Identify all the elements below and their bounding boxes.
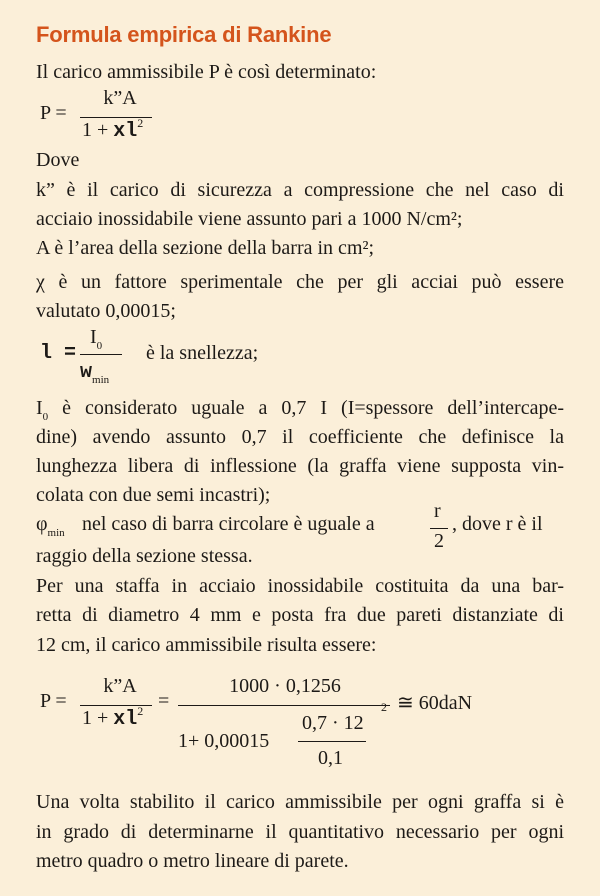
phi-def-line2: raggio della sezione stessa. — [36, 545, 253, 567]
chi-def-line2: valutato 0,00015; — [36, 300, 176, 322]
f2-inner-bar — [298, 741, 366, 742]
f2-den1-a: 1 + — [82, 707, 114, 729]
section-title: Formula empirica di Rankine — [36, 22, 332, 47]
f2-result: ≅ 60daN — [397, 692, 473, 714]
lambda-lhs: l = — [40, 342, 77, 365]
k-def-line2: acciaio inossidabile viene assunto pari a 1000 N/cm²; — [36, 208, 463, 230]
i0-text: è considerato uguale a 0,7 I (I=spessore dell’intercape- — [48, 397, 564, 419]
f2-den2-a: 1+ 0,00015 — [178, 730, 270, 752]
f2-equals: = — [158, 690, 170, 712]
conclusion-line3: metro quadro o metro lineare di parete. — [36, 850, 349, 872]
formula-denominator — [82, 116, 144, 143]
den-xl: xl — [113, 120, 138, 143]
den-w: w — [80, 361, 93, 384]
example-line3: 12 cm, il carico ammissibile risulta essere: — [36, 634, 377, 656]
intro-text: Il carico ammissibile P è così determinato: — [36, 61, 377, 83]
phi-frac-den: 2 — [434, 530, 444, 552]
i0-def-line3: lunghezza libera di inflessione (la graffa viene supposta vin- — [36, 455, 564, 477]
den-one-plus: 1 + — [82, 119, 114, 141]
den-exponent: 2 — [137, 116, 144, 130]
phi-symbol — [36, 513, 65, 539]
f2-lhs: P = — [40, 690, 67, 712]
i0-def-line2: dine) avendo assunto 0,7 il coefficiente che definisce la — [36, 426, 564, 448]
phi-sub: min — [47, 527, 65, 539]
formula-numerator: k”A — [103, 87, 137, 109]
i0-sub: 0 — [42, 411, 49, 423]
lambda-numerator — [90, 326, 103, 352]
f2-exp2: 2 — [381, 700, 387, 714]
a-def: A è l’area della sezione della barra in cm²; — [36, 237, 375, 259]
example-line1: Per una staffa in acciaio inossidabile costituita da una bar- — [36, 575, 564, 597]
i0-def-line1 — [36, 394, 564, 426]
lambda-bar — [80, 354, 122, 355]
k-def-line1: k” è il carico di sicurezza a compressione che nel caso di — [36, 179, 564, 201]
chi-def-line1: χ è un fattore sperimentale che per gli acciai può essere — [36, 271, 564, 293]
phi-glyph: φ — [36, 513, 48, 535]
f2-den1-exp: 2 — [137, 704, 144, 718]
f2-inner-den: 0,1 — [318, 747, 343, 769]
i0-def-line4: colata con due semi incastri); — [36, 484, 271, 506]
f2-den1 — [82, 704, 144, 731]
conclusion-line1: Una volta stabilito il carico ammissibile per ogni graffa si è — [36, 791, 564, 813]
formula-lhs: P = — [40, 102, 67, 124]
phi-frac-num: r — [434, 500, 441, 522]
phi-text-b: , dove r è il — [452, 513, 543, 535]
example-line2: retta di diametro 4 mm e posta fra due pareti distanziate di — [36, 604, 564, 626]
lambda-text: è la snellezza; — [146, 342, 259, 364]
conclusion-line2: in grado di determinarne il quantitativo necessario per ogni — [36, 821, 564, 843]
num-sub: 0 — [96, 340, 103, 352]
phi-text-a: nel caso di barra circolare è uguale a — [82, 513, 375, 535]
f2-inner-num: 0,7 · 12 — [302, 712, 364, 734]
lambda-denominator — [80, 360, 109, 384]
dove-label: Dove — [36, 149, 80, 171]
f2-num1: k”A — [103, 675, 137, 697]
i0-symbol: I — [36, 397, 43, 419]
f2-den1-xl: xl — [113, 708, 138, 731]
f2-bar2 — [178, 705, 390, 706]
f2-num2: 1000 · 0,1256 — [229, 675, 341, 697]
den-sub: min — [92, 374, 110, 386]
num-i: I — [90, 326, 97, 348]
